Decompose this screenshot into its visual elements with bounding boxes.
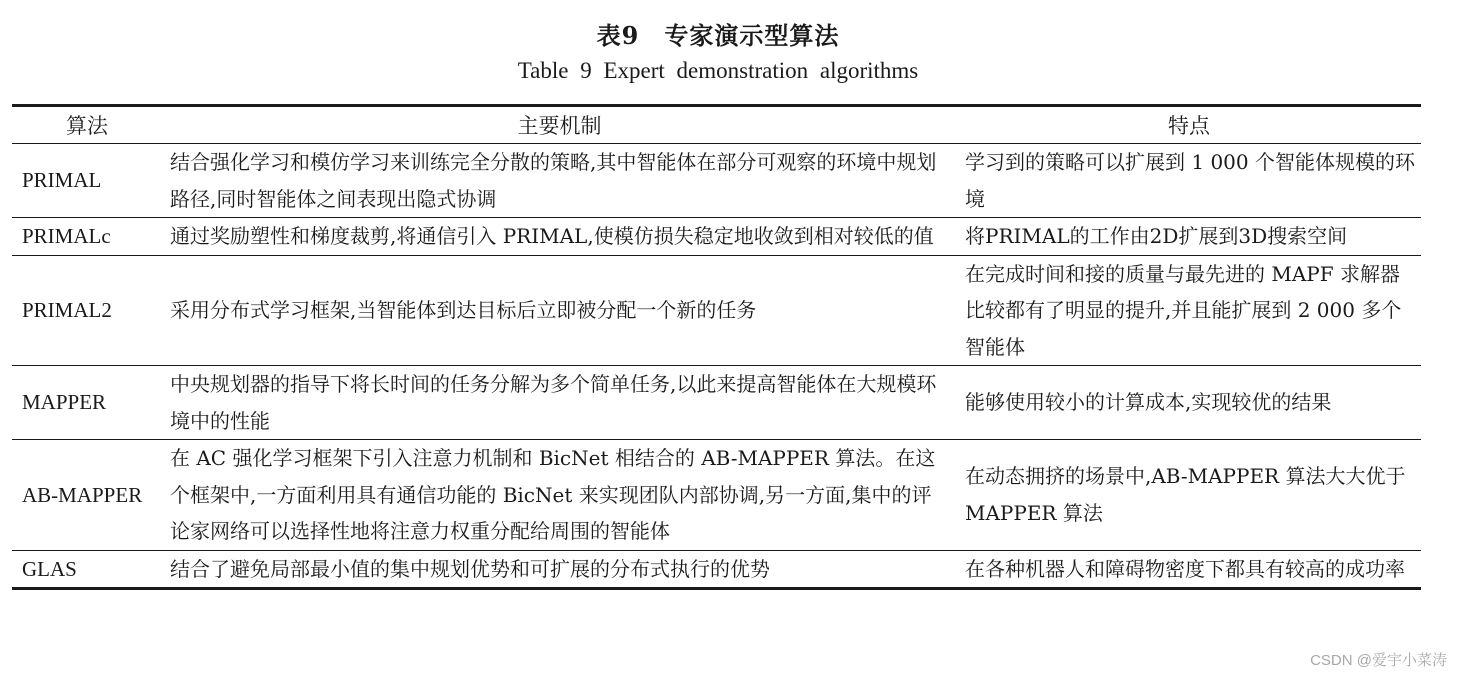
- cell-algorithm: GLAS: [22, 556, 77, 581]
- table-header-row: [12, 106, 1421, 144]
- algorithms-table: [12, 104, 1421, 590]
- cell-features: 在完成时间和接的质量与最先进的 MAPF 求解器比较都有了明显的提升,并且能扩展到 2 000 多个智能体: [957, 255, 1421, 366]
- cell-algorithm: PRIMAL2: [12, 255, 162, 366]
- table-row: [12, 218, 1421, 256]
- cell-mechanism: 在 AC 强化学习框架下引入注意力机制和 BicNet 相结合的 AB-MAPPER 算法。在这个框架中,一方面利用具有通信功能的 BicNet 来实现团队内部协调,另一方面,集中的评论家网络可以选择性地将注意力权重分配给周围的智能体: [162, 440, 957, 551]
- header-mechanism: 主要机制: [162, 106, 957, 144]
- cell-features: 在动态拥挤的场景中,AB-MAPPER 算法大大优于 MAPPER 算法: [957, 440, 1421, 551]
- cell-mechanism: 结合了避免局部最小值的集中规划优势和可扩展的分布式执行的优势: [170, 556, 770, 581]
- table-row: [12, 440, 1421, 551]
- table-title-en: Table 9 Expert demonstration algorithms: [517, 58, 919, 83]
- cell-mechanism: 通过奖励塑性和梯度裁剪,将通信引入 PRIMAL,使模仿损失稳定地收敛到相对较低的值: [162, 218, 957, 256]
- cell-features: 将PRIMAL的工作由2D扩展到3D搜索空间: [957, 218, 1421, 256]
- cell-algorithm: PRIMALc: [12, 218, 162, 256]
- table-row: [12, 366, 1421, 440]
- table-row: [12, 144, 1421, 218]
- cell-features: 在各种机器人和障碍物密度下都具有较高的成功率: [965, 556, 1405, 581]
- table-title-cn: 表9 专家演示型算法: [596, 21, 840, 50]
- cell-algorithm: AB-MAPPER: [12, 440, 162, 551]
- table-row: [12, 255, 1421, 366]
- cell-mechanism: 中央规划器的指导下将长时间的任务分解为多个简单任务,以此来提高智能体在大规模环境中的性能: [162, 366, 957, 440]
- header-features: 特点: [957, 106, 1421, 144]
- cell-algorithm: PRIMAL: [12, 144, 162, 218]
- header-algorithm: 算法: [12, 106, 162, 144]
- cell-mechanism: 采用分布式学习框架,当智能体到达目标后立即被分配一个新的任务: [162, 255, 957, 366]
- cell-features: 学习到的策略可以扩展到 1 000 个智能体规模的环境: [957, 144, 1421, 218]
- table-row: [12, 550, 1421, 589]
- cell-algorithm: MAPPER: [12, 366, 162, 440]
- watermark: CSDN @爱宇小菜涛: [1310, 652, 1447, 669]
- cell-features: 能够使用较小的计算成本,实现较优的结果: [957, 366, 1421, 440]
- cell-mechanism: 结合强化学习和模仿学习来训练完全分散的策略,其中智能体在部分可观察的环境中规划路径,同时智能体之间表现出隐式协调: [162, 144, 957, 218]
